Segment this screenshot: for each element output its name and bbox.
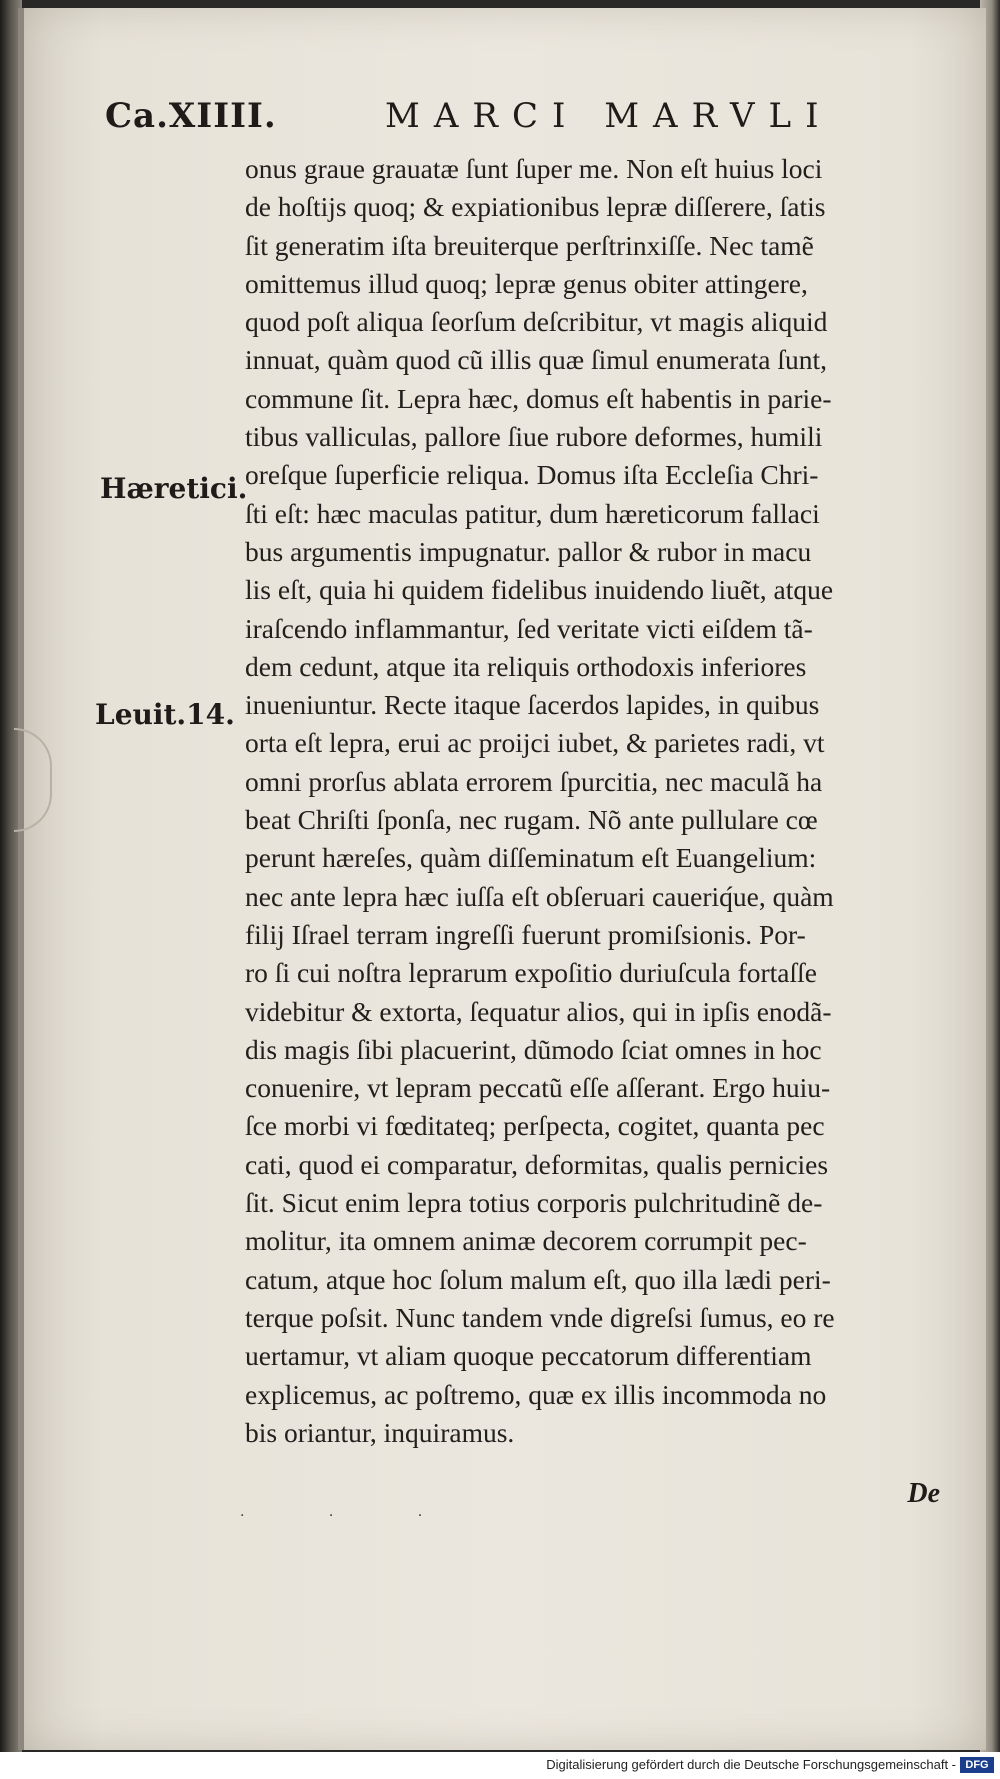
- text-line: tibus valliculas, pallore ſiue rubore deformes, humili: [245, 421, 823, 453]
- funding-note: Digitalisierung gefördert durch die Deutsche Forschungsgemeinschaft -: [546, 1757, 956, 1772]
- text-line: conuenire, vt lepram peccatũ eſſe aſſerant. Ergo huiu-: [245, 1072, 831, 1104]
- margin-note-leuit: Leuit.14.: [95, 698, 235, 731]
- text-line: iraſcendo inflammantur, ſed veritate victi eiſdem tã-: [245, 612, 813, 644]
- running-title: MARCI MARVLI: [385, 96, 833, 136]
- text-line: innuat, quàm quod cũ illis quæ ſimul enumerata ſunt,: [245, 344, 827, 376]
- chapter-label: Ca.XIIII.: [105, 96, 277, 136]
- text-line: omittemus illud quoq; lepræ genus obiter attingere,: [245, 267, 808, 299]
- text-line: lis eſt, quia hi quidem fidelibus inuidendo liuẽt, atque: [245, 574, 834, 606]
- text-line: de hoſtijs quoq; & expiationibus lepræ diſſerere, ſatis: [245, 191, 826, 223]
- text-line: ſit. Sicut enim lepra totius corporis pulchritudinẽ de-: [245, 1187, 823, 1219]
- text-line: nec ante lepra hæc iuſſa eſt obſeruari caueriq́ue, quàm: [245, 880, 834, 912]
- text-line: cati, quod ei comparatur, deformitas, qualis pernicies: [245, 1148, 829, 1180]
- text-line: videbitur & extorta, ſequatur alios, qui in ipſis enodã-: [245, 995, 832, 1027]
- text-line: onus graue grauatæ ſunt ſuper me. Non eſt huius loci: [245, 153, 823, 184]
- text-line: quod poſt aliqua ſeorſum deſcribitur, vt magis aliquid: [245, 306, 828, 338]
- text-line: perunt hæreſes, quàm diſſeminatum eſt Euangelium:: [245, 842, 817, 874]
- margin-note-haeretici: Hæretici.: [100, 472, 248, 505]
- ink-specks: · · ·: [240, 1508, 463, 1524]
- text-line: ſti eſt: hæc maculas patitur, dum hæreticorum fallaci: [245, 497, 820, 529]
- text-line: ſce morbi vi fœditateq; perſpecta, cogitet, quanta pec: [245, 1110, 825, 1142]
- text-line: beat Chriſti ſponſa, nec rugam. Nõ ante pullulare cœ: [245, 804, 818, 836]
- text-line: uertamur, vt aliam quoque peccatorum differentiam: [245, 1340, 812, 1372]
- text-line: explicemus, ac poſtremo, quæ ex illis incommoda no: [245, 1378, 827, 1410]
- text-line: dis magis ſibi placuerint, dũmodo ſciat omnes in hoc: [245, 1033, 822, 1065]
- text-line: bus argumentis impugnatur. pallor & rubor in macu: [245, 535, 812, 567]
- text-line: dem cedunt, atque ita reliquis orthodoxis inferiores: [245, 650, 807, 682]
- text-line: omni prorſus ablata errorem ſpurcitia, nec maculã ha: [245, 765, 823, 797]
- text-line: ro ſi cui noſtra leprarum expoſitio duriuſcula fortaſſe: [245, 957, 817, 989]
- text-line: molitur, ita omnem animæ decorem corrumpit pec-: [245, 1225, 807, 1257]
- text-line: ſit generatim iſta breuiterque perſtrinxiſſe. Nec tamẽ: [245, 229, 814, 261]
- footer-bar: [0, 1752, 1000, 1779]
- text-line: commune ſit. Lepra hæc, domus eſt habentis in parie-: [245, 382, 832, 414]
- text-line: inueniuntur. Recte itaque ſacerdos lapides, in quibus: [245, 689, 820, 721]
- running-header: [105, 96, 865, 146]
- text-line: terque poſsit. Nunc tandem vnde digreſsi ſumus, eo re: [245, 1301, 835, 1333]
- body-text: [245, 150, 945, 1452]
- catchword: De: [907, 1478, 940, 1509]
- dfg-logo: DFG: [960, 1757, 994, 1773]
- text-line: orta eſt lepra, erui ac proijci iubet, & parietes radi, vt: [245, 727, 825, 759]
- text-line: oreſque ſuperficie reliqua. Domus iſta Eccleſia Chri-: [245, 459, 819, 491]
- text-line: catum, atque hoc ſolum malum eſt, quo illa lædi peri-: [245, 1263, 831, 1295]
- text-line: bis oriantur, inquiramus.: [245, 1416, 515, 1448]
- text-line: filij Iſrael terram ingreſſi fuerunt promiſsionis. Por-: [245, 918, 806, 950]
